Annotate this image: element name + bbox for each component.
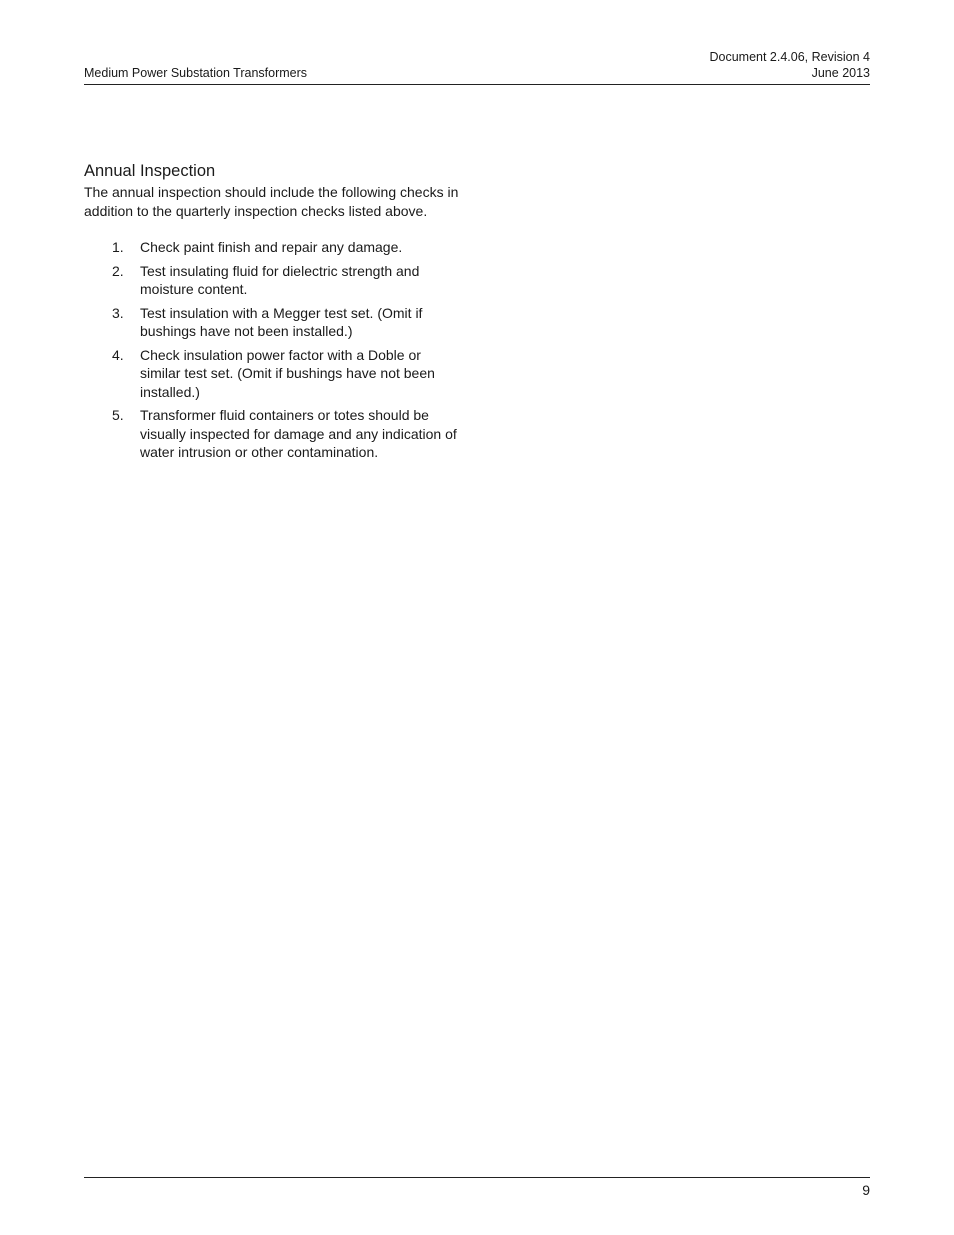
list-item-number: 2.	[112, 262, 124, 279]
header-document-revision: Document 2.4.06, Revision 4	[709, 50, 870, 64]
list-item-text: Test insulation with a Megger test set. (Omit if bushings have not been installed.)	[140, 304, 423, 339]
inspection-steps-list	[84, 238, 464, 462]
section-intro: The annual inspection should include the following checks in addition to the quarterly inspection checks listed above.	[84, 184, 459, 219]
list-item	[84, 406, 464, 462]
page-number: 9	[862, 1182, 870, 1198]
page-footer	[84, 1177, 870, 1198]
list-item	[84, 346, 464, 402]
list-item-text: Transformer fluid containers or totes should be visually inspected for damage and any indication of water intrusion or other contamination.	[140, 407, 457, 460]
header-document-date: June 2013	[811, 66, 870, 80]
list-item	[84, 304, 464, 341]
list-item	[84, 238, 464, 257]
list-item-number: 4.	[112, 346, 124, 363]
list-item-text: Test insulating fluid for dielectric strength and moisture content.	[140, 262, 420, 297]
section-heading: Annual Inspection	[84, 162, 216, 180]
list-item-text: Check insulation power factor with a Doble or similar test set. (Omit if bushings have not been installed.)	[140, 346, 435, 400]
header-document-title: Medium Power Substation Transformers	[84, 66, 308, 80]
header-document-info	[709, 49, 870, 81]
list-item-number: 5.	[112, 407, 124, 423]
list-item-text: Check paint finish and repair any damage.	[140, 239, 403, 255]
main-content	[84, 161, 464, 467]
list-item-number: 1.	[112, 239, 124, 255]
list-item-number: 3.	[112, 304, 124, 321]
list-item	[84, 262, 464, 299]
page-header	[84, 48, 870, 85]
